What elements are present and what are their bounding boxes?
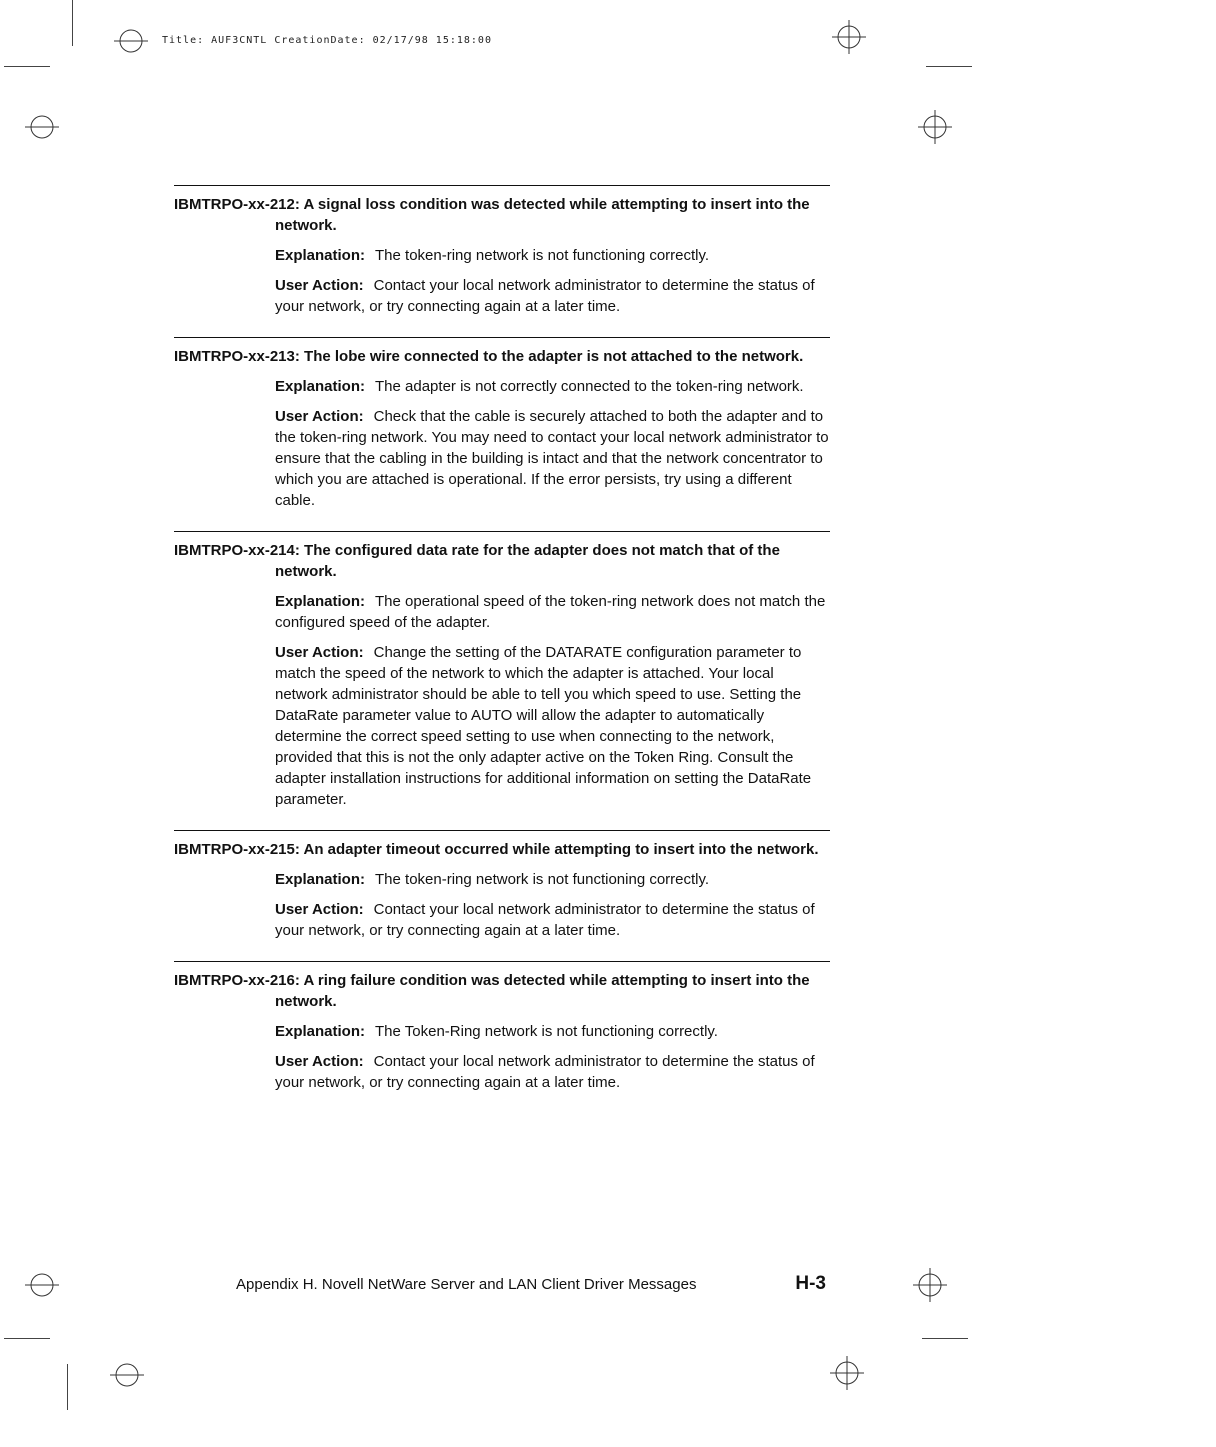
explanation [275,869,830,890]
registration-mark-icon [25,110,59,144]
user-action [275,1051,830,1093]
user-action [275,899,830,941]
user-action-label: User Action: [275,644,364,661]
page-footer [236,1273,830,1294]
crop-mark [67,1364,68,1410]
explanation [275,1021,830,1042]
crop-mark [4,1338,50,1339]
explanation-text: The token-ring network is not functioning correctly. [375,871,710,888]
user-action [275,275,830,317]
message-heading [174,540,830,582]
message-id: IBMTRPO-xx-216: [174,972,300,989]
divider [174,830,830,831]
registration-mark-icon [25,1268,59,1302]
message-list [174,185,830,1093]
divider [174,531,830,532]
user-action [275,406,830,511]
explanation [275,245,830,266]
message-id: IBMTRPO-xx-213: [174,348,300,365]
message-title: The configured data rate for the adapter does not match that of the network. [275,542,780,580]
message-id: IBMTRPO-xx-212: [174,196,300,213]
crop-mark [922,1338,968,1339]
divider [174,337,830,338]
explanation-label: Explanation: [275,1023,366,1040]
user-action-label: User Action: [275,1053,364,1070]
explanation-text: The token-ring network is not functioning correctly. [375,247,710,264]
divider [174,185,830,186]
user-action-text: Check that the cable is securely attached to both the adapter and to the token-ring network. You may need to contact your local network administrator to ensure that the cabling in the building is intact and that the network concentrator to which you are attached is operational. If the error persists, try using a different cable. [275,408,829,509]
user-action-label: User Action: [275,901,364,918]
explanation [275,591,830,633]
explanation-label: Explanation: [275,378,366,395]
message-entry [174,961,830,1093]
message-title: The lobe wire connected to the adapter is not attached to the network. [304,348,804,365]
explanation-text: The adapter is not correctly connected to the token-ring network. [375,378,804,395]
message-id: IBMTRPO-xx-214: [174,542,300,559]
message-entry [174,830,830,961]
divider [174,961,830,962]
crop-mark [926,66,972,67]
message-title: An adapter timeout occurred while attempting to insert into the network. [303,841,819,858]
explanation [275,376,830,397]
explanation-text: The Token-Ring network is not functioning correctly. [375,1023,718,1040]
user-action-text: Change the setting of the DATARATE configuration parameter to match the speed of the network to which the adapter is attached. Your local network administrator should be able to tell you which speed to use. Setting the DataRate parameter value to AUTO will allow the adapter to automatically determine the correct speed setting to use when connecting to the network, provided that this is not the only adapter active on the Token Ring. Consult the adapter installation instructions for additional information on setting the DataRate parameter. [275,644,812,808]
print-header: Title: AUF3CNTL CreationDate: 02/17/98 15:18:00 [162,35,492,46]
message-id: IBMTRPO-xx-215: [174,841,300,858]
crop-mark [4,66,50,67]
message-heading [174,194,830,236]
message-entry [174,185,830,337]
registration-mark-icon [110,1358,144,1392]
explanation-label: Explanation: [275,593,366,610]
explanation-label: Explanation: [275,871,366,888]
user-action-text: Contact your local network administrator to determine the status of your network, or try connecting again at a later time. [275,277,815,315]
user-action-label: User Action: [275,277,364,294]
registration-mark-icon [918,110,952,144]
message-title: A signal loss condition was detected while attempting to insert into the network. [275,196,810,234]
footer-text: Appendix H. Novell NetWare Server and LAN Client Driver Messages [236,1276,697,1293]
message-heading [174,346,830,367]
registration-mark-icon [832,20,866,54]
message-entry [174,531,830,830]
registration-mark-icon [114,24,148,58]
message-entry [174,337,830,531]
message-heading [174,970,830,1012]
message-heading [174,839,830,860]
user-action [275,642,830,810]
user-action-label: User Action: [275,408,364,425]
explanation-label: Explanation: [275,247,366,264]
crop-mark [72,0,73,46]
user-action-text: Contact your local network administrator to determine the status of your network, or try connecting again at a later time. [275,901,815,939]
page-number: H-3 [795,1273,826,1294]
user-action-text: Contact your local network administrator to determine the status of your network, or try connecting again at a later time. [275,1053,815,1091]
registration-mark-icon [830,1356,864,1390]
explanation-text: The operational speed of the token-ring network does not match the configured speed of the adapter. [275,593,826,631]
registration-mark-icon [913,1268,947,1302]
message-title: A ring failure condition was detected while attempting to insert into the network. [275,972,810,1010]
